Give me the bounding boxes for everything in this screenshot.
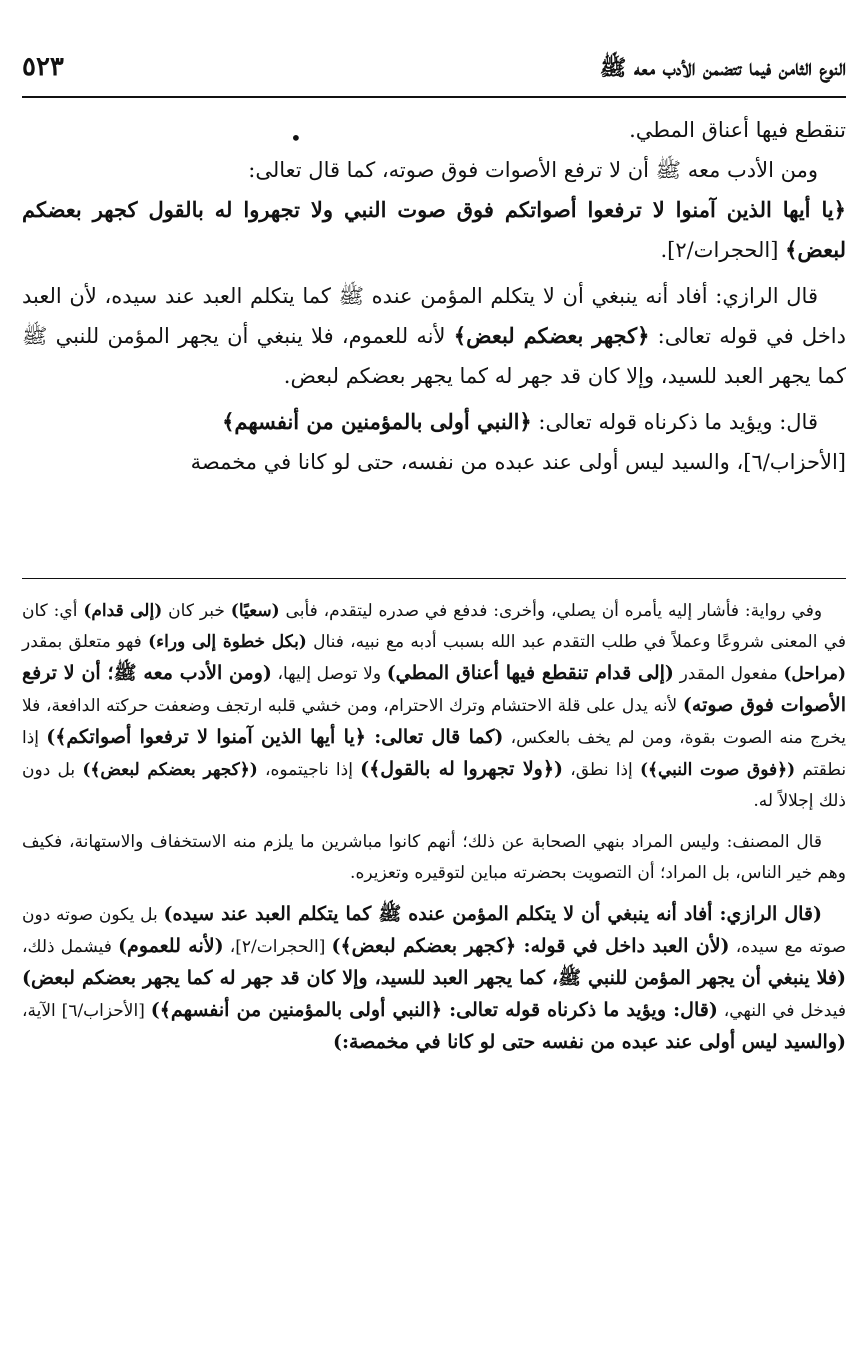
commentary-paragraph xyxy=(22,827,846,889)
text-run: ومن الأدب معه ﷺ أن لا ترفع الأصوات فوق صوته، كما قال تعالى: xyxy=(248,158,818,182)
text-run: فهو متعلق بمقدر xyxy=(22,632,142,652)
text-run: إذا نطق، xyxy=(570,760,633,780)
quoted-text: (سعيًا) xyxy=(230,601,280,621)
quoted-text: (﴿ولا تجهروا له بالقول﴾) xyxy=(360,758,563,780)
quoted-text: (ومن الأدب معه ﷺ؛ أن لا ترفع الأصوات فوق صوته) xyxy=(22,662,847,716)
text-run: إذا ناجيتموه، xyxy=(265,760,353,780)
text-run: فيشمل ذلك، xyxy=(22,937,112,957)
quran-verse: ﴿يا أيها الذين آمنوا لا ترفعوا أصواتكم فوق صوت النبي ولا تجهروا له بالقول كجهر بعضكم لبعض﴾ xyxy=(22,197,846,262)
quoted-text: (﴿فوق صوت النبي﴾) xyxy=(640,760,796,780)
header-rule xyxy=(22,96,846,98)
page-number: ٥٢٣ xyxy=(22,52,64,82)
text-run: تنقطع فيها أعناق المطي. xyxy=(629,118,846,142)
quoted-text: (لأنه للعموم) xyxy=(118,935,224,957)
text-run: وفي رواية: فأشار إليه يأمره أن يصلي، وأخرى: فدفع في صدره ليتقدم، فأبى xyxy=(285,601,823,621)
text-run: إذا نطقتم xyxy=(22,728,847,780)
text-run: لأنه يدل على قلة الاحتشام وترك الاحترام، ومن خشي قلبه ارتجف وضعفت حركته الدافعة، فلا يخرج منه الصوت بقوة، ومن لم يخف بالعكس، xyxy=(22,696,846,748)
text-run: مفعول المقدر xyxy=(679,664,778,684)
text-run: [الأحزاب/٦]، والسيد ليس أولى عند عبده من نفسه، حتى لو كانا في مخمصة xyxy=(190,450,846,474)
main-paragraph xyxy=(22,150,846,270)
quoted-text: (لأن العبد داخل في قوله: ﴿كجهر بعضكم لبعض﴾) xyxy=(331,935,730,957)
page-header xyxy=(22,48,846,98)
quran-verse: ﴿النبي أولى بالمؤمنين من أنفسهم﴾ xyxy=(222,409,532,434)
commentary xyxy=(22,596,846,1059)
quoted-text: (مراحل) xyxy=(783,664,847,684)
text-run: فيدخل في النهي، xyxy=(723,1001,846,1021)
text-run: خبر كان xyxy=(168,601,225,621)
ink-dot: • xyxy=(290,126,302,150)
running-title: النوع الثامن فيما تتضمن الأدب معه ﷺ xyxy=(599,55,846,81)
text-run: قال الرازي: أفاد أنه ينبغي أن لا يتكلم المؤمن عنده ﷺ كما يتكلم العبد عند سيده، لأن العبد داخل في قوله تعالى: xyxy=(22,284,846,348)
main-paragraph xyxy=(22,402,846,482)
text-run: قال: ويؤيد ما ذكرناه قوله تعالى: xyxy=(538,410,818,434)
quoted-text: (والسيد ليس أولى عند عبده من نفسه حتى لو كانا في مخمصة:) xyxy=(332,1031,846,1053)
text-run: بل دون ذلك إجلالاً له. xyxy=(22,760,846,811)
quran-verse: ﴿كجهر بعضكم لبعض﴾ xyxy=(453,323,650,348)
text-run: لأنه للعموم، فلا ينبغي أن يجهر المؤمن للنبي ﷺ كما يجهر العبد للسيد، وإلا كان قد جهر له كما يجهر بعضكم لبعض. xyxy=(22,324,846,388)
quoted-text: (إلى قدام) xyxy=(83,601,163,621)
main-paragraph xyxy=(22,110,846,150)
text-run: أي: كان في المعنى شروعًا وعملاً في طلب التقدم عبد الله بسبب أدبه مع نبيه، فنال xyxy=(22,601,846,652)
commentary-paragraph xyxy=(22,596,846,817)
quoted-text: (إلى قدام تنقطع فيها أعناق المطي) xyxy=(386,662,674,684)
verse-reference: [الحجرات/٢]. xyxy=(660,238,779,262)
quoted-text: (فلا ينبغي أن يجهر المؤمن للنبي ﷺ، كما يجهر العبد للسيد، وإلا كان قد جهر له كما يجهر بعضكم لبعض) xyxy=(22,967,846,989)
quoted-text: (﴿كجهر بعضكم لبعض﴾) xyxy=(82,760,258,780)
quoted-text: (كما قال تعالى: ﴿يا أيها الذين آمنوا لا ترفعوا أصواتكم﴾) xyxy=(46,726,504,748)
main-text xyxy=(22,110,846,482)
text-run: [الحجرات/٢]، xyxy=(229,937,326,957)
main-paragraph xyxy=(22,276,846,396)
quoted-text: (بكل خطوة إلى وراء) xyxy=(148,632,307,652)
quoted-text: (قال الرازي: أفاد أنه ينبغي أن لا يتكلم المؤمن عنده ﷺ كما يتكلم العبد عند سيده) xyxy=(163,903,823,925)
footnote-rule xyxy=(22,578,846,579)
text-run: بل يكون صوته دون صوته مع سيده، xyxy=(22,905,847,957)
commentary-paragraph xyxy=(22,899,846,1059)
text-run: ولا توصل إليها، xyxy=(277,664,382,684)
quoted-text: (قال: ويؤيد ما ذكرناه قوله تعالى: ﴿النبي أولى بالمؤمنين من أنفسهم﴾) xyxy=(150,999,718,1021)
text-run: قال المصنف: وليس المراد بنهي الصحابة عن ذلك؛ أنهم كانوا مباشرين ما يلزم منه الاستخفاف والاستهانة، فكيف وهم خير الناس، بل المراد؛ أن التصويت بحضرته مباين لتوقيره وتعزيره. xyxy=(22,832,846,883)
text-run: [الأحزاب/٦] الآية، xyxy=(22,1001,145,1021)
